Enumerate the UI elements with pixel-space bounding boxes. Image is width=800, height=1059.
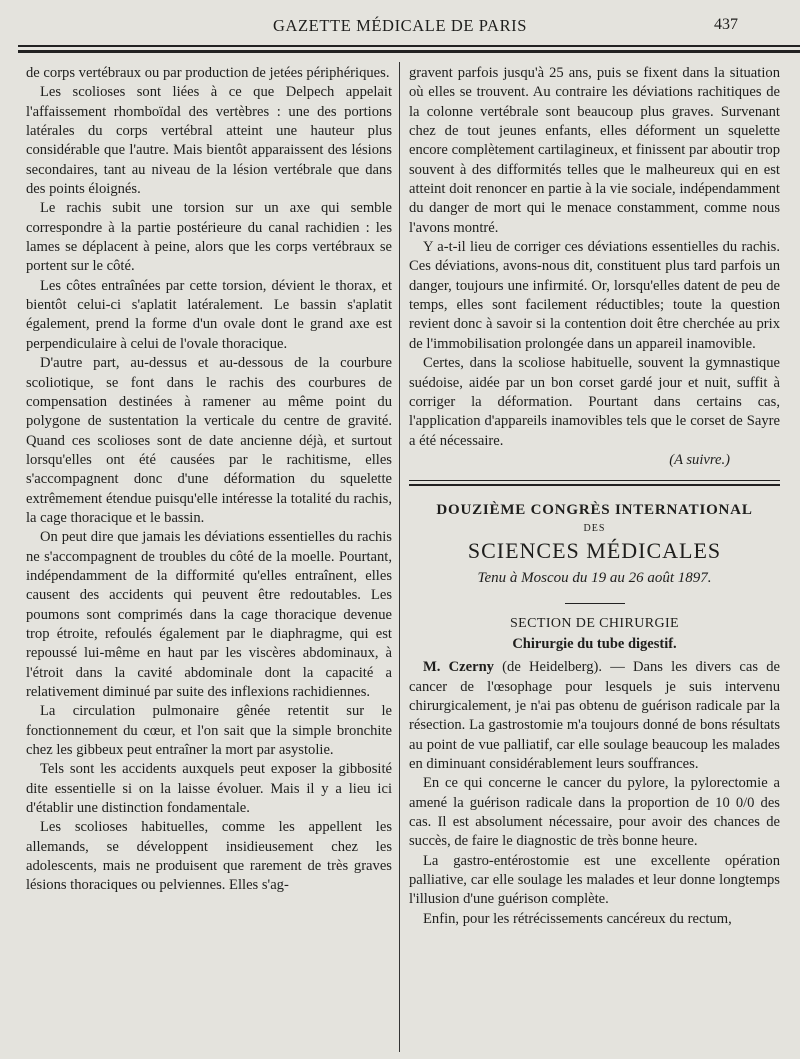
paragraph: La circulation pulmonaire gênée retentit sur le fonctionnement du cœur, et l'on sait que la simple bronchite chez les gibbeux peut entraîner la mort par asystolie.	[26, 703, 392, 759]
page-header	[20, 14, 780, 44]
congress-des: DES	[583, 523, 606, 535]
paragraph: D'autre part, au-dessus et au-dessous de la courbure scoliotique, se font dans le rachis des courbures de compensation destinées à ramener au même point du polygone de sustentation la verticale du centre de gravité. Quand ces scolioses sont de date ancienne déjà, et surtout lorsqu'elles ont été causées par le rachitisme, elles s'accompagnent donc d'une déformation du squelette extrêmement étendue puisqu'elle intéresse la totalité du rachis, la cage thoracique et le bassin.	[26, 355, 392, 526]
header-rule-thick	[18, 50, 800, 53]
congress-heading: SCIENCES MÉDICALES	[467, 538, 722, 564]
column-divider	[399, 62, 400, 1052]
paragraph: On peut dire que jamais les déviations essentielles du rachis ne s'accompagnent de troubles du côté de la moelle. Pourtant, indépendamment de la difformité qu'elles entraînent, elles causent des accidents qui peuvent être redoutables. Les poumons sont comprimés dans la cage thoracique devenue trop étroite, refoulés également par le diaphragme, qui est repoussé lui-même en haut par les viscères abdominaux, à l'étroit dans la cavité abdominale dont la capacité a relativement diminué par suite des inflexions rachidiennes.	[26, 529, 392, 700]
speaker-text: (de Heidelberg). — Dans les divers cas de cancer de l'œsophage pour lesquels je suis intervenu chirurgicalement, je n'ai pas obtenu de guérison radicale par la résection. La gastrostomie m'a toujours donné de bons résultats au point de vue palliatif, car elle soulage beaucoup les malades en diminuant considérablement leurs souffrances.	[409, 659, 780, 772]
paragraph: de corps vertébraux ou par production de jetées périphériques.	[26, 65, 390, 81]
to-be-continued: (A suivre.)	[669, 451, 730, 468]
paragraph: En ce qui concerne le cancer du pylore, la pylorectomie a amené la guérison radicale dans la proportion de 10 0/0 des cas. Il est absolument nécessaire, pour avoir des chances de succès, de faire le diagnostic de très bonne heure.	[409, 775, 780, 850]
section-heading: SECTION DE CHIRURGIE	[510, 616, 679, 632]
left-column	[26, 64, 392, 896]
paragraph: Les scolioses sont liées à ce que Delpech appelait l'affaissement rhomboïdal des vertèbres : une des portions latérales du corps vertébral atteint une hauteur plus considérable que l'autre. Mais bientôt apparaissent des lésions secondaires, tant au niveau de la lésion vertébrale que dans des points éloignés.	[26, 84, 392, 198]
paragraph: Tels sont les accidents auxquels peut exposer la gibbosité dite essentielle si on la laisse évoluer. Mais il y a lieu ici d'établir une distinction fondamentale.	[26, 761, 392, 817]
header-rule-thin	[18, 45, 800, 47]
subsection-heading: Chirurgie du tube digestif.	[512, 636, 677, 653]
paragraph: La gastro-entérostomie est une excellente opération palliative, car elle soulage les malades et leur donne longtemps l'illusion d'une guérison complète.	[409, 852, 780, 908]
speaker-name: M. Czerny	[423, 659, 494, 676]
congress-title: DOUZIÈME CONGRÈS INTERNATIONAL	[436, 502, 753, 519]
page-number: 437	[714, 16, 738, 33]
right-column	[409, 64, 780, 929]
section-rule-thin	[409, 480, 780, 481]
paragraph: Le rachis subit une torsion sur un axe qui semble correspondre à la partie postérieure du canal rachidien : les lames se déplacent à peine, alors que les corps vertébraux se portent sur le côté.	[26, 200, 392, 275]
paragraph: Certes, dans la scoliose habituelle, souvent la gymnastique suédoise, aidée par un bon corset gardé jour et nuit, suffit à corriger la déformation. Pourtant dans certains cas, l'application d'appareils inamovibles tels que le corset de Sayre a été nécessaire.	[409, 355, 780, 449]
short-divider	[565, 603, 625, 604]
section-rule-thick	[409, 484, 780, 486]
journal-title: GAZETTE MÉDICALE DE PARIS	[272, 16, 528, 35]
paragraph: gravent parfois jusqu'à 25 ans, puis se fixent dans la situation où elles se trouvent. Au contraire les déviations rachitiques de la colonne vertébrale sont beaucoup plus graves. Survenant chez de tout jeunes enfants, elles déforment un squelette encore complètement cartilagineux, et finissent par aboutir trop souvent à des difformités telles que le malheureux qui en est atteint doit renoncer en partie à la vie sociale, indépendamment du danger de mort qui le menace constamment, comme nous l'avons montré.	[409, 65, 780, 236]
paragraph: Les côtes entraînées par cette torsion, dévient le thorax, et bientôt celui-ci s'aplatit latéralement. Le bassin s'aplatit également, prend la forme d'un ovale dont le grand axe est perpendiculaire à celui de l'ovale thoracique.	[26, 277, 392, 352]
paragraph: Les scolioses habituelles, comme les appellent les allemands, se développent insidieusement chez les adolescents, mais ne produisent que rarement de très graves lésions thoraciques ou pelviennes. Elles s'ag-	[26, 819, 392, 894]
paragraph	[409, 658, 780, 774]
congress-dates: Tenu à Moscou du 19 au 26 août 1897.	[477, 570, 712, 587]
paragraph: Enfin, pour les rétrécissements cancéreux du rectum,	[423, 910, 732, 927]
paragraph: Y a-t-il lieu de corriger ces déviations essentielles du rachis. Ces déviations, avons-nous dit, constituent plus tard parfois un danger, toujours une infirmité. Or, lorsqu'elles datent de peu de temps, elles sont facilement réductibles; toute la question revient donc à savoir si la contention doit être cherchée au prix de l'immobilisation prolongée dans un appareil inamovible.	[409, 239, 780, 352]
